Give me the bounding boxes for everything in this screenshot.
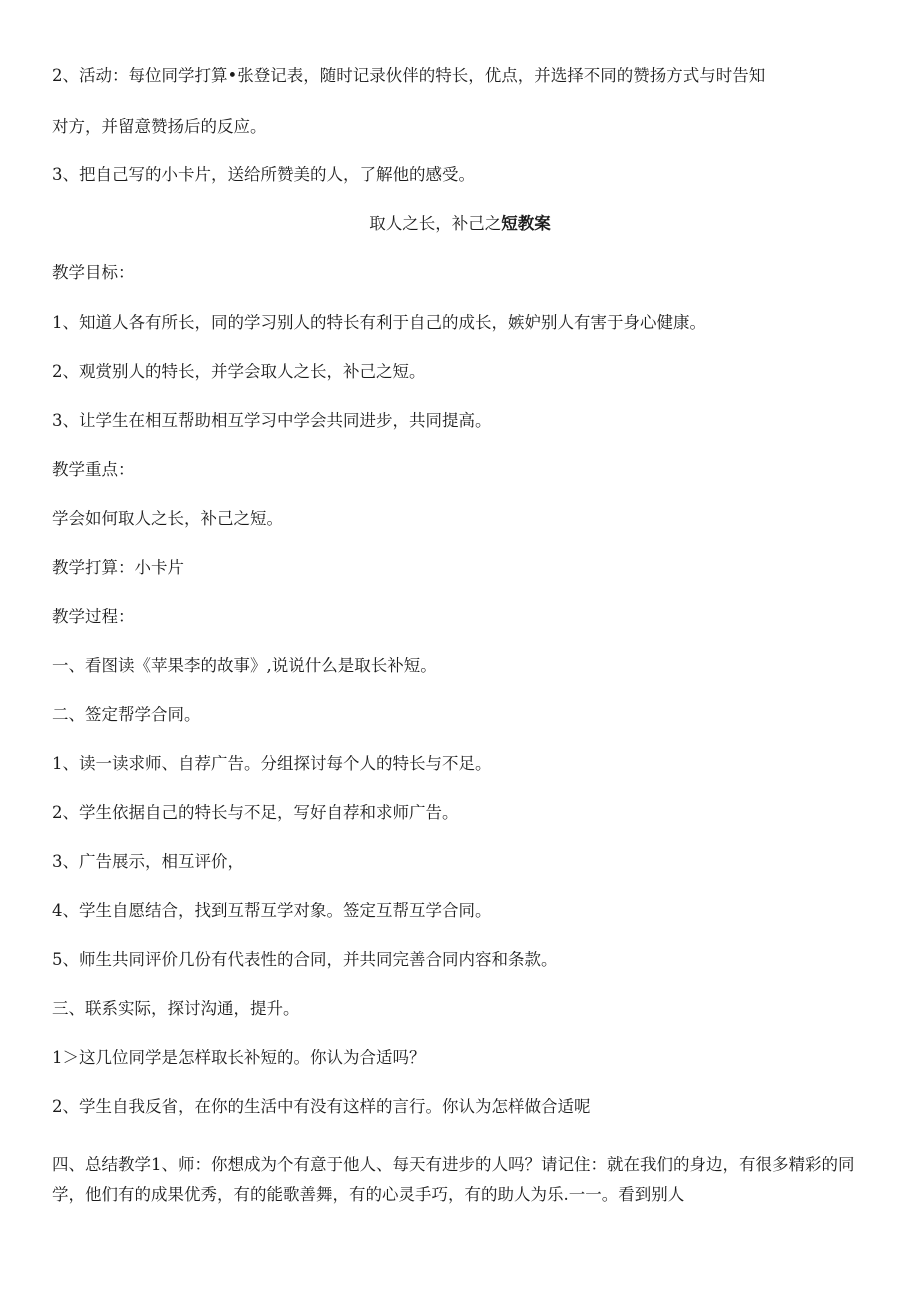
process-section-2-item-1: 1、读一读求师、自荐广告。分组探讨每个人的特长与不足。 bbox=[52, 754, 492, 773]
process-section-3: 三、联系实际，探讨沟通，提升。 bbox=[52, 999, 300, 1018]
key-points-heading: 教学重点： bbox=[52, 460, 135, 479]
process-heading: 教学过程： bbox=[52, 607, 135, 626]
process-section-3-item-2: 2、学生自我反省，在你的生活中有没有这样的言行。你认为怎样做合适呢 bbox=[52, 1097, 591, 1116]
process-section-4: 四、总结教学1、师：你想成为个有意于他人、每天有进步的人吗？请记住：就在我们的身边，有很多精彩的同学，他们有的成果优秀，有的能歌善舞，有的心灵手巧，有的助人为乐.一一。看到别人 bbox=[52, 1155, 855, 1204]
lesson-title-main: 取人之长，补己之 bbox=[369, 214, 502, 233]
preparation-text: 教学打算：小卡片 bbox=[52, 558, 184, 577]
intro-item-3: 3、把自己写的小卡片，送给所赞美的人，了解他的感受。 bbox=[52, 165, 475, 184]
key-points-text: 学会如何取人之长，补己之短。 bbox=[52, 509, 283, 528]
process-section-3-item-1: 1＞这几位同学是怎样取长补短的。你认为合适吗？ bbox=[52, 1048, 426, 1067]
process-section-2-item-3: 3、广告展示，相互评价， bbox=[52, 852, 244, 871]
objective-item-2: 2、观赏别人的特长，并学会取人之长，补己之短。 bbox=[52, 362, 426, 381]
intro-item-2-line-1: 2、活动：每位同学打算•张登记表，随时记录伙伴的特长，优点，并选择不同的赞扬方式与时告知 bbox=[52, 66, 766, 85]
process-section-2-item-2: 2、学生依据自己的特长与不足，写好自荐和求师广告。 bbox=[52, 803, 459, 822]
intro-item-2-line-2: 对方，并留意赞扬后的反应。 bbox=[52, 117, 267, 136]
process-section-2: 二、签定帮学合同。 bbox=[52, 705, 201, 724]
process-section-2-item-5: 5、师生共同评价几份有代表性的合同，并共同完善合同内容和条款。 bbox=[52, 950, 558, 969]
objectives-heading: 教学目标： bbox=[52, 263, 135, 282]
process-section-1: 一、看图读《苹果李的故事》,说说什么是取长补短。 bbox=[52, 656, 437, 675]
lesson-title bbox=[0, 212, 920, 236]
process-section-2-item-4: 4、学生自愿结合，找到互帮互学对象。签定互帮互学合同。 bbox=[52, 901, 492, 920]
objective-item-1: 1、知道人各有所长，同的学习别人的特长有利于自己的成长，嫉妒别人有害于身心健康。 bbox=[52, 313, 706, 332]
lesson-title-suffix: 短教案 bbox=[501, 214, 551, 233]
objective-item-3: 3、让学生在相互帮助相互学习中学会共同进步，共同提高。 bbox=[52, 411, 492, 430]
